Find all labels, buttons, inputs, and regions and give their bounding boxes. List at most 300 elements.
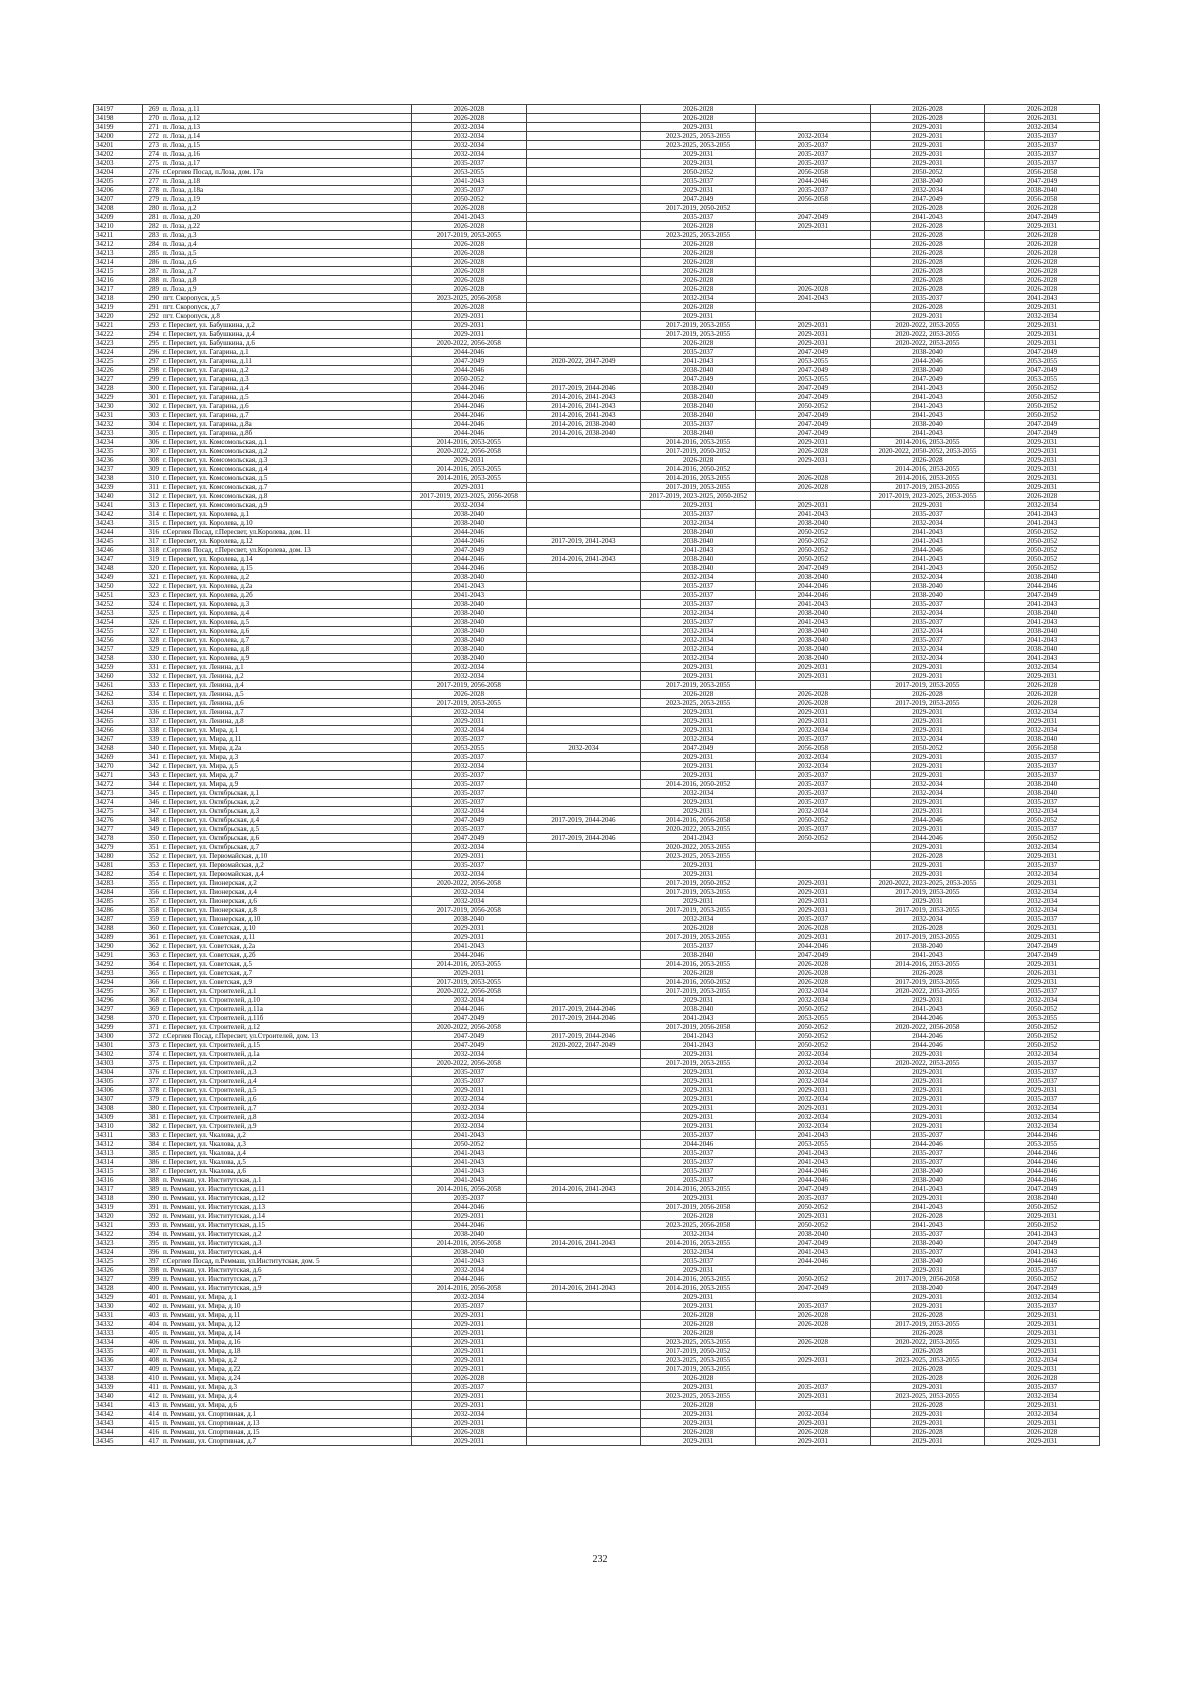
cell-address: п. Лоза, д.12 [161,114,412,123]
cell-period-5: 2026-2028 [870,231,985,240]
table-row [94,1230,1100,1239]
cell-period-2 [526,132,641,141]
cell-period-6: 2026-2028 [985,105,1100,114]
page-number: 232 [592,1554,608,1565]
cell-row-number: 389 [143,1185,162,1194]
cell-address: г. Пересвет, ул. Октябрьская, д.4 [161,816,412,825]
cell-address: г.Сергиев Посад, п.Лоза, дом. 17а [161,168,412,177]
cell-address: г. Пересвет, ул. Мира, д.3 [161,753,412,762]
cell-address: г. Пересвет, ул. Строителей, д.15 [161,1041,412,1050]
cell-record-id: 34242 [94,510,143,519]
cell-row-number: 324 [143,600,162,609]
cell-address: п. Реммаш, ул. Институтская, д.7 [161,1275,412,1284]
cell-row-number: 281 [143,213,162,222]
cell-period-3: 2029-2031 [641,726,756,735]
table-row [94,663,1100,672]
cell-row-number: 272 [143,132,162,141]
cell-period-6: 2029-2031 [985,465,1100,474]
table-row [94,1266,1100,1275]
cell-address: г. Пересвет, ул. Гагарина, д.4 [161,384,412,393]
cell-period-2 [526,1203,641,1212]
table-row [94,879,1100,888]
cell-address: г. Пересвет, ул. Ленина, д.5 [161,690,412,699]
cell-period-6: 2029-2031 [985,1320,1100,1329]
cell-period-2 [526,141,641,150]
cell-period-5: 2029-2031 [870,771,985,780]
cell-row-number: 319 [143,555,162,564]
cell-period-2 [526,771,641,780]
table-row [94,798,1100,807]
cell-period-2 [526,906,641,915]
cell-row-number: 390 [143,1194,162,1203]
table-row [94,960,1100,969]
cell-period-4: 2029-2031 [755,933,870,942]
cell-record-id: 34272 [94,780,143,789]
cell-period-5: 2041-2043 [870,528,985,537]
cell-period-5: 2029-2031 [870,1383,985,1392]
cell-record-id: 34246 [94,546,143,555]
cell-period-1: 2041-2043 [412,177,527,186]
cell-period-1: 2026-2028 [412,276,527,285]
cell-period-1: 2032-2034 [412,888,527,897]
cell-period-6: 2032-2034 [985,1113,1100,1122]
cell-period-6: 2050-2052 [985,537,1100,546]
cell-row-number: 314 [143,510,162,519]
cell-period-6: 2035-2037 [985,1266,1100,1275]
cell-period-3: 2014-2016, 2050-2052 [641,978,756,987]
cell-period-6: 2029-2031 [985,1086,1100,1095]
cell-address: п. Реммаш, ул. Мира, д.6 [161,1401,412,1410]
cell-period-2 [526,1068,641,1077]
cell-period-3: 2032-2034 [641,519,756,528]
cell-record-id: 34297 [94,1005,143,1014]
cell-period-1: 2014-2016, 2053-2055 [412,465,527,474]
cell-period-5: 2041-2043 [870,429,985,438]
table-body [94,105,1100,1446]
cell-period-2: 2014-2016, 2038-2040 [526,420,641,429]
table-row [94,1122,1100,1131]
cell-period-5: 2029-2031 [870,1122,985,1131]
cell-address: г. Пересвет, ул. Королева, д.3 [161,600,412,609]
cell-period-3: 2029-2031 [641,798,756,807]
cell-period-3: 2026-2028 [641,1329,756,1338]
cell-period-6: 2029-2031 [985,339,1100,348]
cell-row-number: 367 [143,987,162,996]
cell-period-2 [526,654,641,663]
cell-period-4: 2032-2034 [755,132,870,141]
cell-period-3: 2026-2028 [641,240,756,249]
cell-address: г. Пересвет, ул. Октябрьская, д.3 [161,807,412,816]
cell-period-3: 2026-2028 [641,339,756,348]
cell-period-6: 2032-2034 [985,843,1100,852]
cell-period-1: 2035-2037 [412,159,527,168]
table-row [94,375,1100,384]
cell-record-id: 34342 [94,1410,143,1419]
table-row [94,1212,1100,1221]
cell-period-5: 2032-2034 [870,780,985,789]
cell-address: г. Пересвет, ул. Октябрьская, д.2 [161,798,412,807]
cell-period-4: 2029-2031 [755,879,870,888]
cell-period-3: 2017-2019, 2056-2058 [641,1023,756,1032]
cell-period-6: 2050-2052 [985,402,1100,411]
cell-period-4: 2044-2046 [755,177,870,186]
cell-period-6: 2029-2031 [985,717,1100,726]
cell-period-2 [526,1221,641,1230]
cell-address: п. Реммаш, ул. Мира, д.24 [161,1374,412,1383]
cell-period-5: 2041-2043 [870,1005,985,1014]
cell-period-1: 2032-2034 [412,672,527,681]
cell-record-id: 34312 [94,1140,143,1149]
cell-period-1: 2035-2037 [412,1383,527,1392]
cell-record-id: 34263 [94,699,143,708]
cell-row-number: 353 [143,861,162,870]
cell-record-id: 34303 [94,1059,143,1068]
cell-period-3: 2026-2028 [641,276,756,285]
cell-period-2 [526,996,641,1005]
table-row [94,780,1100,789]
cell-period-4: 2035-2037 [755,1194,870,1203]
cell-period-6: 2047-2049 [985,177,1100,186]
cell-record-id: 34333 [94,1329,143,1338]
cell-period-1: 2038-2040 [412,645,527,654]
table-row [94,825,1100,834]
cell-period-3: 2038-2040 [641,537,756,546]
cell-record-id: 34318 [94,1194,143,1203]
cell-period-3: 2029-2031 [641,1419,756,1428]
cell-period-1: 2032-2034 [412,501,527,510]
cell-period-3: 2026-2028 [641,249,756,258]
cell-period-2: 2017-2019, 2044-2046 [526,834,641,843]
cell-row-number: 303 [143,411,162,420]
cell-period-6: 2029-2031 [985,1365,1100,1374]
cell-period-2 [526,195,641,204]
cell-period-3: 2026-2028 [641,1311,756,1320]
cell-period-6: 2029-2031 [985,1329,1100,1338]
cell-period-3: 2023-2025, 2053-2055 [641,1392,756,1401]
cell-period-3: 2026-2028 [641,690,756,699]
cell-record-id: 34238 [94,474,143,483]
cell-record-id: 34277 [94,825,143,834]
cell-period-6: 2044-2046 [985,1257,1100,1266]
cell-period-1: 2017-2019, 2056-2058 [412,681,527,690]
cell-record-id: 34311 [94,1131,143,1140]
cell-period-5: 2035-2037 [870,294,985,303]
table-row [94,303,1100,312]
cell-period-1: 2026-2028 [412,240,527,249]
cell-period-3: 2014-2016, 2053-2055 [641,960,756,969]
cell-period-2 [526,1257,641,1266]
cell-period-3: 2038-2040 [641,429,756,438]
cell-period-1: 2032-2034 [412,996,527,1005]
cell-period-2 [526,591,641,600]
table-row [94,420,1100,429]
cell-period-3: 2014-2016, 2053-2055 [641,1185,756,1194]
cell-period-6: 2035-2037 [985,1383,1100,1392]
cell-period-1: 2038-2040 [412,915,527,924]
cell-period-4 [755,276,870,285]
cell-address: г. Пересвет, ул. Строителей, д.4 [161,1077,412,1086]
table-row [94,1185,1100,1194]
schedule-table [93,104,1100,1446]
cell-address: п. Лоза, д.2 [161,204,412,213]
cell-row-number: 342 [143,762,162,771]
cell-period-4: 2035-2037 [755,186,870,195]
table-row [94,330,1100,339]
cell-address: п. Реммаш, ул. Мира, д.11 [161,1311,412,1320]
cell-row-number: 407 [143,1347,162,1356]
table-row [94,906,1100,915]
cell-period-4: 2032-2034 [755,1059,870,1068]
table-row [94,708,1100,717]
cell-period-5: 2026-2028 [870,222,985,231]
cell-record-id: 34259 [94,663,143,672]
cell-period-2 [526,438,641,447]
cell-period-3: 2032-2034 [641,735,756,744]
cell-period-4: 2044-2046 [755,942,870,951]
cell-period-3: 2017-2019, 2053-2055 [641,1365,756,1374]
cell-period-2 [526,114,641,123]
cell-period-6: 2029-2031 [985,1311,1100,1320]
table-row [94,510,1100,519]
cell-period-1: 2044-2046 [412,1005,527,1014]
cell-address: г. Пересвет, ул. Строителей, д.11а [161,1005,412,1014]
cell-period-2 [526,348,641,357]
cell-address: п. Реммаш, ул. Мира, д.2 [161,1356,412,1365]
cell-record-id: 34334 [94,1338,143,1347]
cell-period-4: 2032-2034 [755,762,870,771]
cell-address: г. Пересвет, ул. Мира, д.5 [161,762,412,771]
table-row [94,1167,1100,1176]
cell-record-id: 34322 [94,1230,143,1239]
cell-period-5: 2032-2034 [870,789,985,798]
cell-row-number: 365 [143,969,162,978]
cell-period-4 [755,1374,870,1383]
cell-address: п. Лоза, д.8 [161,276,412,285]
cell-period-6: 2035-2037 [985,771,1100,780]
cell-period-5: 2038-2040 [870,366,985,375]
cell-period-1: 2032-2034 [412,1113,527,1122]
cell-period-6: 2035-2037 [985,141,1100,150]
table-row [94,1032,1100,1041]
table-row [94,1104,1100,1113]
cell-period-4: 2029-2031 [755,456,870,465]
cell-period-2 [526,807,641,816]
cell-period-3: 2029-2031 [641,501,756,510]
cell-row-number: 384 [143,1140,162,1149]
cell-period-6: 2029-2031 [985,321,1100,330]
cell-row-number: 388 [143,1176,162,1185]
cell-period-4 [755,240,870,249]
cell-record-id: 34305 [94,1077,143,1086]
cell-address: г. Пересвет, ул. Мира, д.11 [161,735,412,744]
cell-period-1: 2041-2043 [412,582,527,591]
cell-period-2 [526,1437,641,1446]
cell-period-5: 2029-2031 [870,1437,985,1446]
table-row [94,1176,1100,1185]
cell-record-id: 34258 [94,654,143,663]
cell-row-number: 355 [143,879,162,888]
cell-period-3: 2029-2031 [641,1104,756,1113]
cell-record-id: 34308 [94,1104,143,1113]
cell-period-3: 2029-2031 [641,186,756,195]
table-row [94,1077,1100,1086]
cell-record-id: 34215 [94,267,143,276]
cell-period-4 [755,492,870,501]
cell-row-number: 413 [143,1401,162,1410]
cell-period-1: 2026-2028 [412,285,527,294]
cell-period-4: 2026-2028 [755,447,870,456]
cell-period-2 [526,861,641,870]
cell-period-3: 2029-2031 [641,1293,756,1302]
cell-period-6: 2029-2031 [985,1338,1100,1347]
table-row [94,474,1100,483]
cell-period-1: 2032-2034 [412,843,527,852]
table-row [94,213,1100,222]
cell-address: п. Лоза, д.9 [161,285,412,294]
table-row [94,501,1100,510]
cell-period-5: 2041-2043 [870,411,985,420]
cell-record-id: 34208 [94,204,143,213]
table-row [94,1005,1100,1014]
cell-period-3: 2017-2019, 2050-2052 [641,1347,756,1356]
cell-period-2 [526,789,641,798]
table-row [94,195,1100,204]
cell-record-id: 34270 [94,762,143,771]
cell-period-5: 2029-2031 [870,501,985,510]
cell-period-4: 2038-2040 [755,519,870,528]
cell-period-6: 2044-2046 [985,582,1100,591]
cell-period-5: 2041-2043 [870,1221,985,1230]
cell-address: п. Лоза, д.15 [161,141,412,150]
table-row [94,843,1100,852]
cell-period-5: 2029-2031 [870,798,985,807]
cell-period-6: 2035-2037 [985,159,1100,168]
cell-row-number: 394 [143,1230,162,1239]
cell-period-1: 2032-2034 [412,897,527,906]
cell-period-2 [526,1356,641,1365]
cell-row-number: 330 [143,654,162,663]
cell-record-id: 34229 [94,393,143,402]
cell-period-6: 2041-2043 [985,510,1100,519]
cell-period-6: 2044-2046 [985,1158,1100,1167]
cell-period-6: 2026-2028 [985,258,1100,267]
cell-period-2 [526,249,641,258]
cell-period-4: 2047-2049 [755,420,870,429]
table-row [94,744,1100,753]
cell-period-2 [526,942,641,951]
cell-period-4: 2026-2028 [755,960,870,969]
cell-period-5: 2026-2028 [870,852,985,861]
cell-period-4 [755,105,870,114]
table-row [94,177,1100,186]
cell-row-number: 409 [143,1365,162,1374]
cell-period-5: 2017-2019, 2023-2025, 2053-2055 [870,492,985,501]
cell-period-3: 2014-2016, 2050-2052 [641,465,756,474]
cell-record-id: 34239 [94,483,143,492]
cell-period-6: 2050-2052 [985,411,1100,420]
cell-period-4: 2050-2052 [755,834,870,843]
cell-record-id: 34324 [94,1248,143,1257]
cell-address: п. Реммаш, ул. Спортивная, д.7 [161,1437,412,1446]
cell-address: г. Пересвет, ул. Королева, д.5 [161,618,412,627]
cell-period-6: 2026-2028 [985,1374,1100,1383]
cell-period-6: 2029-2031 [985,1401,1100,1410]
cell-period-3: 2029-2031 [641,807,756,816]
cell-period-3: 2023-2025, 2053-2055 [641,231,756,240]
table-row [94,249,1100,258]
cell-period-3: 2029-2031 [641,771,756,780]
cell-record-id: 34320 [94,1212,143,1221]
cell-address: г. Пересвет, ул. Королева, д.4 [161,609,412,618]
cell-row-number: 378 [143,1086,162,1095]
cell-period-2: 2014-2016, 2041-2043 [526,1284,641,1293]
table-row [94,789,1100,798]
cell-period-6: 2047-2049 [985,1185,1100,1194]
cell-address: г. Пересвет, ул. Гагарина, д.8б [161,429,412,438]
cell-row-number: 305 [143,429,162,438]
cell-period-1: 2029-2031 [412,969,527,978]
cell-period-1: 2014-2016, 2056-2058 [412,1185,527,1194]
cell-row-number: 325 [143,609,162,618]
cell-period-1: 2038-2040 [412,636,527,645]
cell-row-number: 300 [143,384,162,393]
table-row [94,645,1100,654]
cell-address: п. Реммаш, ул. Мира, д.18 [161,1347,412,1356]
cell-period-4 [755,681,870,690]
cell-period-3: 2026-2028 [641,303,756,312]
cell-period-3: 2026-2028 [641,105,756,114]
cell-row-number: 323 [143,591,162,600]
cell-period-2 [526,1194,641,1203]
cell-period-3: 2035-2037 [641,1149,756,1158]
cell-record-id: 34326 [94,1266,143,1275]
cell-period-5: 2035-2037 [870,1230,985,1239]
cell-record-id: 34323 [94,1239,143,1248]
cell-period-2: 2017-2019, 2041-2043 [526,537,641,546]
cell-address: г.Сергиев Посад, п.Реммаш, ул.Институтская, дом. 5 [161,1257,412,1266]
table-row [94,1203,1100,1212]
cell-period-4: 2029-2031 [755,330,870,339]
cell-record-id: 34345 [94,1437,143,1446]
cell-record-id: 34292 [94,960,143,969]
cell-record-id: 34247 [94,555,143,564]
table-row [94,978,1100,987]
cell-row-number: 341 [143,753,162,762]
cell-period-1: 2044-2046 [412,564,527,573]
cell-period-1: 2035-2037 [412,1077,527,1086]
cell-address: г. Пересвет, ул. Октябрьская, д.7 [161,843,412,852]
cell-period-2 [526,870,641,879]
cell-period-6: 2032-2034 [985,906,1100,915]
table-row [94,1320,1100,1329]
cell-period-6: 2050-2052 [985,1041,1100,1050]
cell-period-6: 2032-2034 [985,726,1100,735]
cell-period-1: 2029-2031 [412,1311,527,1320]
cell-record-id: 34237 [94,465,143,474]
cell-period-4: 2035-2037 [755,780,870,789]
cell-address: г. Пересвет, ул. Строителей, д.1а [161,1050,412,1059]
cell-address: г. Пересвет, ул. Пионерская, д.4 [161,888,412,897]
cell-period-5: 2029-2031 [870,1419,985,1428]
cell-address: п. Лоза, д.7 [161,267,412,276]
cell-address: п. Реммаш, ул. Мира, д.16 [161,1338,412,1347]
cell-row-number: 351 [143,843,162,852]
cell-row-number: 379 [143,1095,162,1104]
cell-period-5: 2029-2031 [870,663,985,672]
cell-period-4: 2047-2049 [755,393,870,402]
cell-period-1: 2026-2028 [412,258,527,267]
cell-period-1: 2047-2049 [412,816,527,825]
